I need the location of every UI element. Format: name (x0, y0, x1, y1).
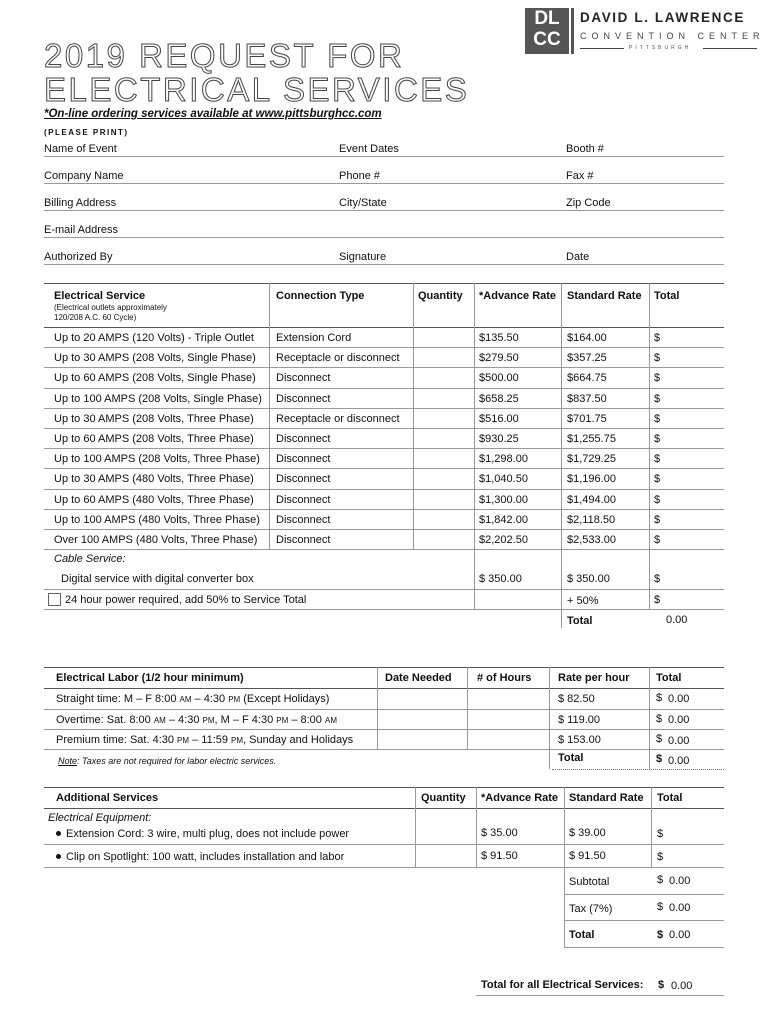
elec-row-total: $ (654, 514, 661, 526)
grand-total-dollar: $ (658, 979, 665, 991)
labor-total-label: Total (558, 752, 584, 764)
elec-row-total: $ (654, 473, 661, 485)
event-dates-label: Event Dates (339, 143, 399, 155)
elec-row-service: Up to 60 AMPS (208 Volts, Single Phase) (54, 372, 256, 384)
elec-row-connection: Receptacle or disconnect (276, 352, 400, 364)
subtotal-line (564, 894, 724, 895)
page-title-line2: ELECTRICAL SERVICES (44, 71, 470, 108)
tax-dollar: $ (657, 901, 664, 913)
subtotal-label: Subtotal (569, 876, 610, 888)
elec-row-total: $ (654, 453, 661, 465)
elec-header-note1: (Electrical outlets approximately (54, 303, 167, 312)
labor-text: – 4:30 (191, 693, 229, 705)
fax-label: Fax # (566, 170, 594, 182)
elec-row-advance: $1,040.50 (479, 473, 528, 485)
grand-total-label: Total for all Electrical Services: (481, 979, 644, 991)
power-row-total: $ (654, 594, 661, 606)
elec-row-line (44, 347, 724, 348)
labor-dollar-overtime: $ (656, 713, 663, 725)
field-line-3[interactable] (44, 210, 724, 211)
labor-total-premium: 0.00 (668, 735, 690, 747)
dlcc-logo-mark (525, 8, 569, 54)
subtotal-dollar: $ (657, 874, 664, 886)
online-ordering-note[interactable]: *On-line ordering services available at www.pittsburghcc.com (44, 108, 382, 120)
tax-label: Tax (7%) (569, 903, 613, 915)
grand-total-value: 0.00 (671, 980, 693, 992)
addl-col-line-2 (476, 787, 477, 867)
elec-col-line-1 (269, 283, 270, 549)
elec-header-advance: *Advance Rate (479, 290, 557, 302)
addl-row-standard: $ 39.00 (569, 827, 606, 839)
addl-total-line (564, 947, 724, 948)
labor-row-line-2 (44, 729, 724, 730)
cable-row-service: Digital service with digital converter box (61, 573, 254, 585)
elec-row-connection: Disconnect (276, 534, 331, 546)
elec-row-service: Up to 100 AMPS (480 Volts, Three Phase) (54, 514, 260, 526)
elec-row-line (44, 367, 724, 368)
elec-row-connection: Disconnect (276, 473, 331, 485)
elec-header-bottom (44, 327, 724, 328)
logo-mark-top: DL (534, 8, 560, 29)
addl-row-line-2 (44, 867, 724, 868)
addl-row-total: $ (657, 851, 664, 863)
elec-row-standard: $1,494.00 (567, 494, 616, 506)
elec-header-total: Total (654, 290, 680, 302)
labor-header-labor: Electrical Labor (1/2 hour minimum) (56, 672, 244, 684)
power-row-service: 24 hour power required, add 50% to Service Total (65, 594, 307, 606)
labor-dollar-premium: $ (656, 733, 663, 745)
addl-row-total: $ (657, 828, 664, 840)
grand-total-line (476, 995, 724, 996)
elec-row-advance: $279.50 (479, 352, 519, 364)
field-line-2[interactable] (44, 183, 724, 184)
bullet-icon (56, 831, 61, 836)
elec-header-quantity: Quantity (418, 290, 463, 302)
labor-text: , M – F 4:30 (214, 714, 277, 726)
elec-row-standard: $1,196.00 (567, 473, 616, 485)
elec-header-connection: Connection Type (276, 290, 365, 302)
elec-row-connection: Disconnect (276, 494, 331, 506)
elec-row-connection: Disconnect (276, 372, 331, 384)
zip-code-label: Zip Code (566, 197, 611, 209)
elec-row-standard: $664.75 (567, 372, 607, 384)
elec-row-service: Up to 30 AMPS (480 Volts, Three Phase) (54, 473, 254, 485)
addl-row-extension-cord (56, 828, 349, 840)
addl-total-value: 0.00 (669, 929, 691, 941)
elec-row-connection: Disconnect (276, 514, 331, 526)
elec-row-total: $ (654, 393, 661, 405)
labor-pm: PM (202, 716, 215, 725)
logo-city: PITTSBURGH (629, 45, 692, 51)
elec-row-line (44, 509, 724, 510)
addl-row-line-1 (44, 844, 724, 845)
logo-mark-bottom: CC (533, 29, 561, 50)
addl-total-dollar: $ (657, 929, 664, 941)
logo-divider (571, 8, 574, 54)
labor-text: Straight time: M – F 8:00 (56, 693, 180, 705)
billing-address-label: Billing Address (44, 197, 117, 209)
labor-rate-overtime: $ 119.00 (558, 714, 601, 726)
elec-row-advance: $516.00 (479, 413, 519, 425)
elec-row-line (44, 388, 724, 389)
labor-row-overtime (56, 714, 337, 726)
cable-row-total: $ (654, 573, 661, 585)
labor-header-total: Total (656, 672, 682, 684)
elec-row-standard: $701.75 (567, 413, 607, 425)
addl-header-total: Total (657, 792, 683, 804)
elec-row-service: Up to 30 AMPS (208 Volts, Single Phase) (54, 352, 256, 364)
elec-table-top (44, 283, 724, 284)
city-state-label: City/State (339, 197, 387, 209)
labor-col-line-4 (649, 667, 650, 769)
elec-header-standard: Standard Rate (567, 290, 642, 302)
elec-total-label: Total (567, 615, 593, 627)
labor-dollar-straight: $ (656, 692, 663, 704)
addl-row-service: Extension Cord: 3 wire, multi plug, does not include power (66, 828, 350, 840)
elec-row-total: $ (654, 352, 661, 364)
labor-pm: PM (228, 695, 241, 704)
labor-total-line (552, 769, 724, 770)
elec-row-connection: Disconnect (276, 393, 331, 405)
labor-text: – 8:00 (288, 714, 325, 726)
authorized-by-label: Authorized By (44, 251, 113, 263)
logo-rule-left (580, 48, 624, 49)
elec-row-connection: Receptacle or disconnect (276, 413, 400, 425)
elec-col-line-4 (561, 283, 562, 628)
addl-row-service: Clip on Spotlight: 100 watt, includes installation and labor (66, 851, 345, 863)
elec-row-standard: $2,118.50 (567, 514, 616, 526)
addl-row-advance: $ 91.50 (481, 850, 518, 862)
labor-pm: PM (276, 716, 289, 725)
labor-col-line-2 (467, 667, 468, 749)
bullet-icon (56, 854, 61, 859)
note-text: : Taxes are not required for labor electric services. (77, 756, 277, 766)
booth-label: Booth # (566, 143, 604, 155)
labor-total-value: 0.00 (668, 755, 690, 767)
labor-am: AM (324, 716, 337, 725)
cable-service-label: Cable Service: (54, 553, 126, 565)
labor-text: – 4:30 (165, 714, 203, 726)
elec-row-advance: $1,300.00 (479, 494, 528, 506)
elec-row-advance: $658.25 (479, 393, 519, 405)
labor-header-hours: # of Hours (477, 672, 532, 684)
email-label: E-mail Address (44, 224, 118, 236)
elec-row-total: $ (654, 534, 661, 546)
addl-row-spotlight (56, 851, 344, 863)
addl-row-standard: $ 91.50 (569, 850, 606, 862)
logo-rule-right (703, 48, 757, 49)
addl-col-line-4 (651, 787, 652, 867)
addl-header-bottom (44, 808, 724, 809)
labor-row-line-3 (44, 749, 724, 750)
elec-row-line (44, 549, 724, 550)
elec-row-advance: $930.25 (479, 433, 519, 445)
elec-row-standard: $357.25 (567, 352, 607, 364)
labor-text: Premium time: Sat. 4:30 (56, 734, 178, 746)
elec-row-service: Up to 60 AMPS (480 Volts, Three Phase) (54, 494, 254, 506)
labor-header-date-needed: Date Needed (385, 672, 452, 684)
labor-pm: PM (231, 736, 244, 745)
labor-row-straight (56, 693, 329, 705)
elec-row-service: Up to 100 AMPS (208 Volts, Three Phase) (54, 453, 260, 465)
labor-tax-note (58, 756, 276, 766)
elec-header-note2: 120/208 A.C. 60 Cycle) (54, 313, 137, 322)
addl-row-advance: $ 35.00 (481, 827, 518, 839)
labor-text: Overtime: Sat. 8:00 (56, 714, 154, 726)
elec-row-total: $ (654, 413, 661, 425)
24-hour-power-checkbox[interactable] (48, 593, 61, 606)
addl-col-line-3 (564, 787, 565, 947)
cable-row-line (44, 589, 724, 590)
elec-row-advance: $500.00 (479, 372, 519, 384)
elec-total-value: 0.00 (666, 614, 688, 626)
elec-row-total: $ (654, 433, 661, 445)
elec-row-service: Up to 30 AMPS (208 Volts, Three Phase) (54, 413, 254, 425)
tax-value: 0.00 (669, 902, 691, 914)
elec-row-connection: Disconnect (276, 433, 331, 445)
labor-total-dollar: $ (656, 753, 663, 765)
elec-col-line-2 (413, 283, 414, 549)
labor-am: AM (179, 695, 192, 704)
labor-pm: PM (177, 736, 190, 745)
elec-row-advance: $2,202.50 (479, 534, 528, 546)
elec-header-service: Electrical Service (54, 290, 146, 302)
page-title-line1: 2019 REQUEST FOR (44, 37, 405, 74)
elec-row-service: Up to 20 AMPS (120 Volts) - Triple Outlet (54, 332, 254, 344)
elec-row-standard: $1,255.75 (567, 433, 616, 445)
elec-row-standard: $837.50 (567, 393, 607, 405)
field-line-1[interactable] (44, 156, 724, 157)
elec-row-line (44, 489, 724, 490)
elec-row-connection: Disconnect (276, 453, 331, 465)
elec-row-advance: $1,842.00 (479, 514, 528, 526)
elec-row-line (44, 428, 724, 429)
labor-col-line-3 (549, 667, 550, 769)
signature-label: Signature (339, 251, 387, 263)
subtotal-value: 0.00 (669, 875, 691, 887)
labor-total-straight: 0.00 (668, 693, 690, 705)
logo-name: DAVID L. LAWRENCE (580, 10, 745, 25)
elec-row-advance: $135.50 (479, 332, 519, 344)
tax-line (564, 920, 724, 921)
addl-header-services: Additional Services (56, 792, 159, 804)
addl-table-top (44, 787, 724, 788)
field-line-4[interactable] (44, 237, 724, 238)
logo-subtitle: CONVENTION CENTER (580, 31, 765, 41)
elec-col-line-3 (474, 283, 475, 609)
elec-col-line-5 (649, 283, 650, 609)
cable-row-advance: $ 350.00 (479, 573, 522, 585)
elec-row-service: Up to 60 AMPS (208 Volts, Three Phase) (54, 433, 254, 445)
labor-table-top (44, 667, 724, 668)
elec-row-total: $ (654, 372, 661, 384)
note-label: Note (58, 756, 78, 766)
addl-col-line-1 (415, 787, 416, 867)
labor-row-line-1 (44, 709, 724, 710)
phone-label: Phone # (339, 170, 380, 182)
elec-row-standard: $2,533.00 (567, 534, 616, 546)
addl-total-label: Total (569, 929, 595, 941)
labor-header-rate: Rate per hour (558, 672, 630, 684)
elec-row-service: Over 100 AMPS (480 Volts, Three Phase) (54, 534, 258, 546)
elec-row-total: $ (654, 494, 661, 506)
addl-header-advance: *Advance Rate (481, 792, 559, 804)
please-print: (PLEASE PRINT) (44, 128, 129, 137)
elec-row-line (44, 529, 724, 530)
elec-row-standard: $1,729.25 (567, 453, 616, 465)
elec-row-service: Up to 100 AMPS (208 Volts, Single Phase) (54, 393, 262, 405)
labor-text: , Sunday and Holidays (243, 734, 354, 746)
labor-text: (Except Holidays) (240, 693, 330, 705)
labor-row-premium (56, 734, 353, 746)
power-row-standard: + 50% (567, 595, 599, 607)
equipment-label: Electrical Equipment: (48, 812, 152, 824)
addl-header-standard: Standard Rate (569, 792, 644, 804)
elec-row-line (44, 408, 724, 409)
labor-total-overtime: 0.00 (668, 714, 690, 726)
elec-row-advance: $1,298.00 (479, 453, 528, 465)
labor-am: AM (153, 716, 166, 725)
elec-row-line (44, 468, 724, 469)
date-label: Date (566, 251, 590, 263)
labor-header-bottom (44, 688, 724, 689)
labor-rate-premium: $ 153.00 (558, 734, 601, 746)
cable-row-standard: $ 350.00 (567, 573, 610, 585)
elec-row-connection: Extension Cord (276, 332, 352, 344)
labor-text: – 11:59 (189, 734, 232, 746)
addl-header-quantity: Quantity (421, 792, 466, 804)
power-row-line (44, 609, 724, 610)
field-line-5[interactable] (44, 264, 724, 265)
elec-row-line (44, 448, 724, 449)
elec-row-standard: $164.00 (567, 332, 607, 344)
labor-rate-straight: $ 82.50 (558, 693, 595, 705)
name-of-event-label: Name of Event (44, 143, 117, 155)
elec-row-total: $ (654, 332, 661, 344)
company-name-label: Company Name (44, 170, 124, 182)
labor-col-line-1 (377, 667, 378, 749)
